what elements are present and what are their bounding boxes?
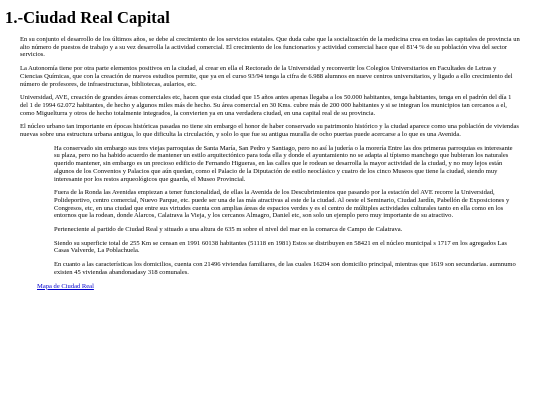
map-link[interactable]: Mapa de Ciudad Real [37, 282, 94, 290]
paragraph-parroquias: Ha conservado sin embargo sus tres viejas parroquias de Santa María, San Pedro y Santiago, pero no así la judería o la morería Entre las dos primeras parroquias es interesante su plaza, pero no ha habido acuerdo de mantener un estilo arquitectónico para toda ella y donde el ayuntamiento no se adapta al típismo manchego que hubieran los naturales querido mantener, sin embargo es un precioso edificio de Fernando Higueras, en las calles que le rodean se desarrolla la mayor actividad de la ciudad, y no muy lejos están algunos de los Conventos y Palacios que aún quedan, como el Palacio de la Diputación de estilo neoclásico y cuatro de los cinco Museos que tiene la ciudad, siendo muy interesante por los restos arqueológicos que guarda, el Museo Provincial. [54, 144, 513, 183]
paragraph-intro: En su conjunto el desarrollo de los últimos años, se debe al crecimiento de los servicios estatales. Que duda cabe que la socialización de la medicina crea en todas las capitales de provincia un alto número de puestos de trabajo y a su vez desarrolla la actividad comercial. El crecimiento de los funcionarios y actividad comercial hace que el 81'4 % de su población viva del sector servicios. [20, 36, 520, 59]
paragraph-domicilios: En cuanto a las características los domicilios, cuenta con 21496 viviendas familiares, de las cuales 16204 son domicilio principal, mientras que 1619 son secundarias. aumnumo existen 45 viviendas abandonadasy 318 comunales. [54, 261, 516, 276]
paragraph-avenidas: Fuera de la Ronda las Avenidas empiezan a tener funcionalidad, de ellas la Avenida de los Descubrimientos que pasando por la estación del AVE recorre la Universidad, Polideportivo, centro comercial, Nuevo Parque, etc. puede ser una de las más atractivas al este de la ciudad. Al oeste el Seminario, Ciudad Jardín, Pabellón de Exposiciones y Congresos, etc, en una ciudad que entre sus virtudes cuenta con amplias áreas de espacios verdes y es el centro de múltiples actividades culturales tanto en ella como en los entornos que la rodean, donde Alarcos, Calatrava la Vieja, y los cercanos Almagro, Daniel etc, son solo un ejemplo pero muy importante de su atractivo. [54, 189, 510, 220]
paragraph-superficie: Siendo su superficie total de 255 Km se censan en 1991 60138 habitantes (51118 en 1981) Estos se distribuyen en 58421 en el núcleo municipal s 1717 en los agregados Las Casas Valverde, La Poblachuela. [54, 239, 507, 255]
map-link-container [20, 283, 520, 291]
page-title: 1.-Ciudad Real Capital [5, 8, 170, 27]
paragraph-partido: Perteneciente al partido de Ciudad Real y situado a una altura de 635 m sobre el nivel del mar en la comarca de Campo de Calatrava. [54, 226, 403, 234]
paragraph-nucleo-urbano: El núcleo urbano tan importante en épocas históricas pasadas no tiene sin embargo el honor de haber conservado su patrimonio histórico y la ciudad aparece como una población de viviendas nuevas sobre una estructura urbana antigua, lo que dificulta la circulación, y solo lo que fue su antigua muralla de ocho puertas puede acercarse a lo que es una Avenida. [20, 123, 519, 139]
paragraph-autonomia: La Autonomía tiene por otra parte elementos positivos en la ciudad, al crear en ella el Rectorado de la Universidad y reconvertir los Colegios Universitarios en Facultades de Letras y Ciencias Químicas, que con la creación de nuevos estudios permite, que ya en el curso 93/94 tenga la cifra de 6.988 alumnos en nueve centros universitarios, y ligado a ello crecimiento del número de profesores, de infraestructuras, bibliotecas, aularios, etc. [20, 65, 513, 88]
main-content [0, 27, 520, 291]
paragraph-universidad: Universidad, AVE, creación de grandes áreas comerciales etc, hacen que esta ciudad que 15 años antes apenas llegaba a los 50.000 habitantes, tenga habitantes, tenga en el padrón del día 1 del 1 de 1994 62.072 habitantes, de hecho y algunos miles más de hecho. Su área comercial en 30 Kms. cubre más de 200 000 habitantes y si se integran los municipios tan cercanos a el, como Miguelturra y otros de hecho totalmente integrados, la convierten ya en una verdadera ciudad, en una capital real de su provincia. [20, 94, 512, 117]
indented-section [54, 145, 518, 277]
